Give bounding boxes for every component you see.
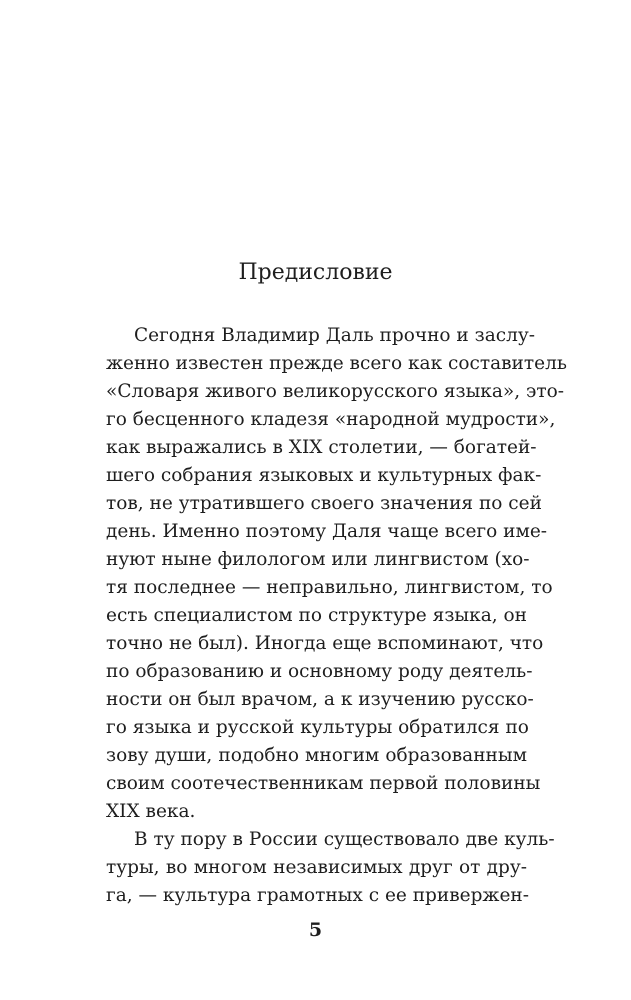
text-line: женно известен прежде всего как составитель [106, 353, 567, 374]
text-line: есть специалистом по структуре языка, он [106, 605, 527, 626]
text-line: день. Именно поэтому Даля чаще всего име- [106, 521, 548, 542]
page-number: 5 [308, 919, 323, 941]
text-line: В ту пору в России существовало две куль- [134, 829, 555, 850]
text-line: «Словаря живого великорусского языка», это- [106, 381, 564, 402]
text-line: по образованию и основному роду деятель- [106, 661, 533, 682]
text-line: го языка и русской культуры обратился по [106, 717, 529, 738]
text-line: ности он был врачом, а к изучению русско- [106, 689, 534, 710]
text-line: тов, не утратившего своего значения по сей [106, 493, 542, 514]
text-line: туры, во многом независимых друг от дру- [106, 857, 527, 878]
text-line: точно не был). Иногда еще вспоминают, что [106, 633, 544, 654]
text-line: своим соотечественникам первой половины [106, 773, 541, 794]
text-line: га, — культура грамотных с ее привержен- [106, 885, 529, 906]
text-line: как выражались в XIX столетии, — богатей- [106, 437, 537, 458]
text-line: тя последнее — неправильно, лингвистом, то [106, 577, 553, 598]
text-line: зову души, подобно многим образованным [106, 745, 527, 766]
text-line: шего собрания языковых и культурных фак- [106, 465, 542, 486]
text-line: Сегодня Владимир Даль прочно и заслу- [134, 325, 535, 346]
text-line: го бесценного кладезя «народной мудрости», [106, 409, 556, 430]
text-line: XIX века. [106, 801, 196, 822]
page-title: Предисловие [238, 260, 393, 285]
text-line: нуют ныне филологом или лингвистом (хо- [106, 549, 530, 570]
